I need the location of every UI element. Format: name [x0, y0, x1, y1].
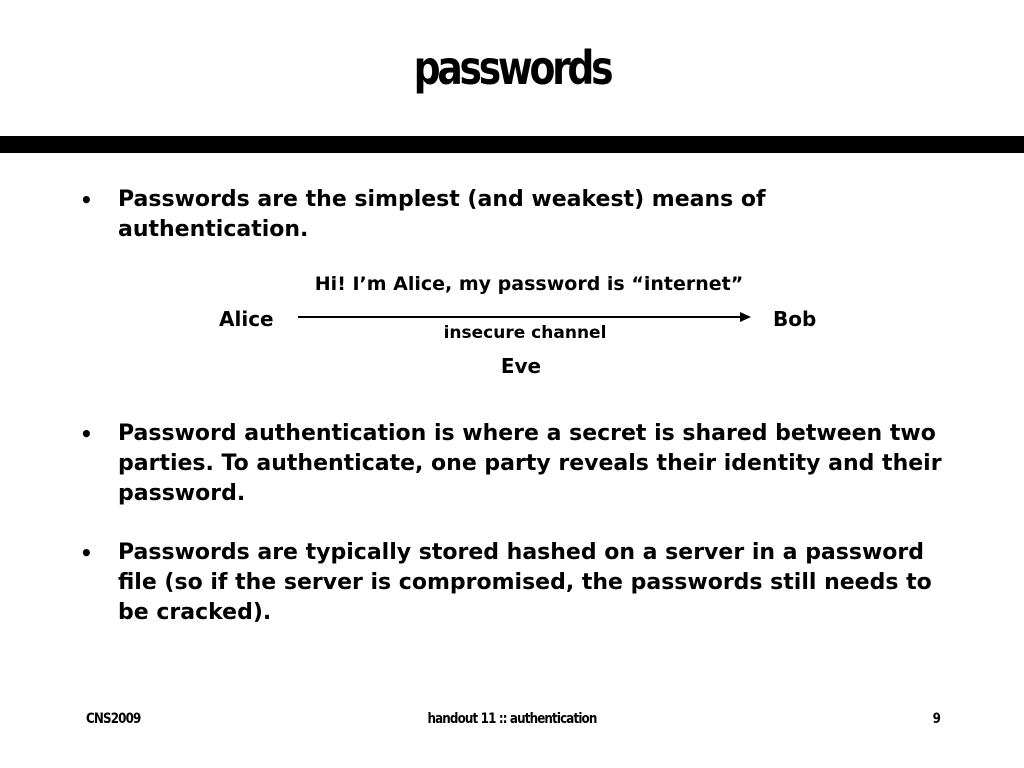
diagram-eavesdropper-eve: Eve [500, 354, 542, 378]
diagram-receiver-bob: Bob [773, 307, 817, 331]
bullet-marker: • [80, 541, 93, 565]
bullet-item [80, 419, 960, 509]
bullet-text: Passwords are the simplest (and weakest) means of authentication. [118, 187, 766, 242]
footer-handout-title: handout 11 :: authentication [427, 711, 597, 727]
bullet-text: Password authentication is where a secret is shared between two parties. To authenticate, one party reveals their identity and their password. [118, 421, 942, 506]
bullet-marker: • [80, 188, 93, 212]
diagram-message: Hi! I’m Alice, my password is “internet” [314, 273, 744, 295]
bullet-marker: • [80, 422, 93, 446]
footer-page-number: 9 [932, 711, 940, 727]
bullet-item [80, 538, 960, 628]
footer-course: CNS2009 [86, 711, 141, 727]
bullet-text: Passwords are typically stored hashed on a server in a password file (so if the server is compromised, the passwords still needs to be cracked). [118, 540, 932, 625]
slide-title: passwords [413, 41, 611, 95]
diagram-channel-label: insecure channel [443, 323, 607, 343]
diagram-sender-alice: Alice [219, 307, 274, 331]
